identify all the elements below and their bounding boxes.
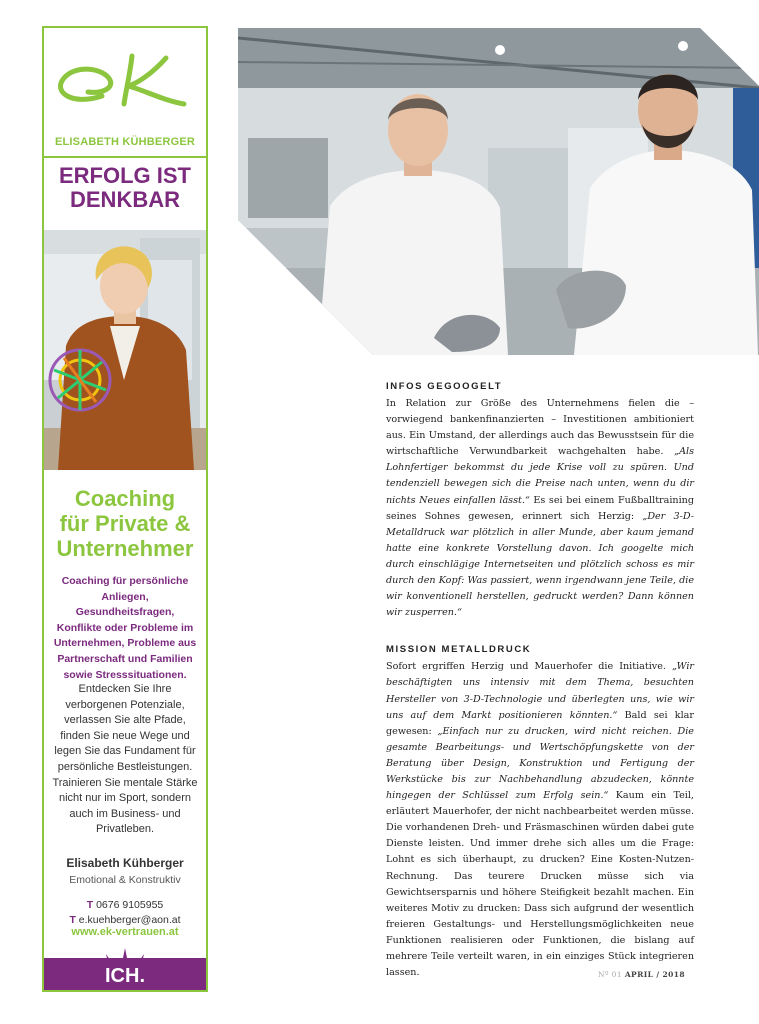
email-label: T: [69, 914, 76, 926]
ad-coaching-title: [44, 486, 206, 561]
ad-body: Entdecken Sie Ihre verborgenen Potenziale, verlassen Sie alte Pfade, finden Sie neue Wege und legen Sie das Fundament für persönliche Bestleistungen. Trainieren Sie mentale Stärke nicht nur im Sport, sondern auch im Business- und Privatleben.: [52, 683, 198, 836]
para1-quote-1: „Als Lohnfertiger bekommst du jede Krise voll zu spüren. Und tendenziell bewegen sich die Preise nach unten, wenn du dir nichts Neues einfallen lässt.“: [386, 446, 694, 506]
para1-text-a: In Relation zur Größe des Unternehmens fielen die – vorwiegend bankenfinanzierten – Investitionen ambitioniert aus. Ein Umstand, der allerdings auch das Bewusstsein für die wirtschaftliche Verwundbarkeit wachgehalten habe.: [386, 398, 694, 458]
ad-headline-line1: ERFOLG IST: [59, 163, 191, 188]
para2-text-a: Sofort ergriffen Herzig und Mauerhofer die Initiative.: [386, 661, 673, 673]
page-footer: [598, 970, 685, 979]
ad-contact: [44, 898, 206, 928]
ad-brand-name: ELISABETH KÜHBERGER: [54, 136, 196, 148]
ad-coaching-line2: für Private &: [59, 511, 191, 536]
coach-portrait-photo: [44, 230, 206, 470]
ad-subtitle: Coaching für persönliche Anliegen, Gesundheitsfragen, Konflikte oder Probleme im Unternehmen, Probleme aus Partnerschaft und Familien sowie Stresssituationen.: [53, 575, 197, 681]
para1-quote-2: „Der 3-D-Metalldruck war plötzlich in aller Munde, aber kaum jemand hatte eine konkrete Vorstellung davon. Ich googelte mich durch einschlägige Internetseiten und plötzlich schoss es mir durch den Kopf: Was passiert, wenn irgendwann jene Teile, die wir konventionell herstellen, gedruckt werden? Dann können wir zusperren.“: [386, 510, 694, 619]
paragraph-mission: [386, 659, 694, 981]
para2-text-e: Kaum ein Teil, erläutert Mauerhofer, der nicht nachbearbeitet werden müsse. Die vorhandenen Dreh- und Fräsmaschinen würden dabei gute Dienste leisten. Und immer drehe sich alles um die Frage: Lohnt es sich überhaupt, zu drucken? Eine Kosten-Nutzen-Rechnung. Das teurere Drucken müsse sich via Gewichtsersparnis und höhere Steifigkeit bezahlt machen. Ein weiteres Motiv zu drucken: Dass sich aufgrund der wesentlich freieren Gestaltungs- und Herstellungsmöglichkeiten neue Funktionen realisieren oder Funktionen, die bislang auf mehrere Teile verteilt waren, in ein einziges Stück integrieren lassen.: [386, 790, 694, 979]
ad-headline: [44, 164, 206, 212]
ad-coaching-line1: Coaching: [74, 486, 176, 511]
article-body: [386, 380, 694, 981]
phone-label: T: [86, 899, 94, 911]
para2-text-c: Bald sei klar gewesen:: [386, 709, 694, 737]
ad-email[interactable]: e.kuehberger@aon.at: [78, 914, 181, 926]
ad-coaching-line3: Unternehmer: [56, 536, 194, 561]
ad-headline-line2: DENKBAR: [70, 187, 180, 212]
article-hero-photo: [238, 28, 759, 355]
ad-phone: 0676 9105955: [96, 899, 164, 911]
ad-website-link[interactable]: www.ek-vertrauen.at: [71, 926, 179, 938]
issue-date: APRIL / 2018: [624, 970, 685, 979]
ek-logo: [44, 34, 206, 124]
ad-signature-tagline: Emotional & Konstruktiv: [69, 874, 181, 886]
ad-ich-label: ICH.: [105, 965, 145, 987]
para1-text-c: Es sei bei einem Fußballtraining seines Sohnes gewesen, erinnert sich Herzig:: [386, 494, 694, 522]
section-heading-infos: INFOS GEGOOGELT: [386, 381, 503, 392]
paragraph-infos: [386, 396, 694, 621]
section-heading-mission: MISSION METALLDRUCK: [386, 644, 532, 656]
para2-quote-1: „Wir beschäftigten uns intensiv mit dem Thema, besuchten Hersteller von 3-D-Technologie und überlegten uns, wie wir uns auf dem Markt positionieren könnten.“: [386, 661, 694, 721]
ad-signature-name: Elisabeth Kühberger: [66, 856, 184, 870]
issue-number: Nº 01: [598, 970, 623, 979]
ad-divider: [44, 156, 206, 158]
para2-quote-2: „Einfach nur zu drucken, wird nicht reichen. Die gesamte Bearbeitungs- und Wertschöpfungskette von der Beratung über Design, Konstruktion und Fertigung der Werkstücke bis zur Nachbehandlung abzudecken, könnte hingegen der Schlüssel zum Erfolg sein.“: [386, 725, 694, 802]
advertisement: [42, 26, 208, 992]
